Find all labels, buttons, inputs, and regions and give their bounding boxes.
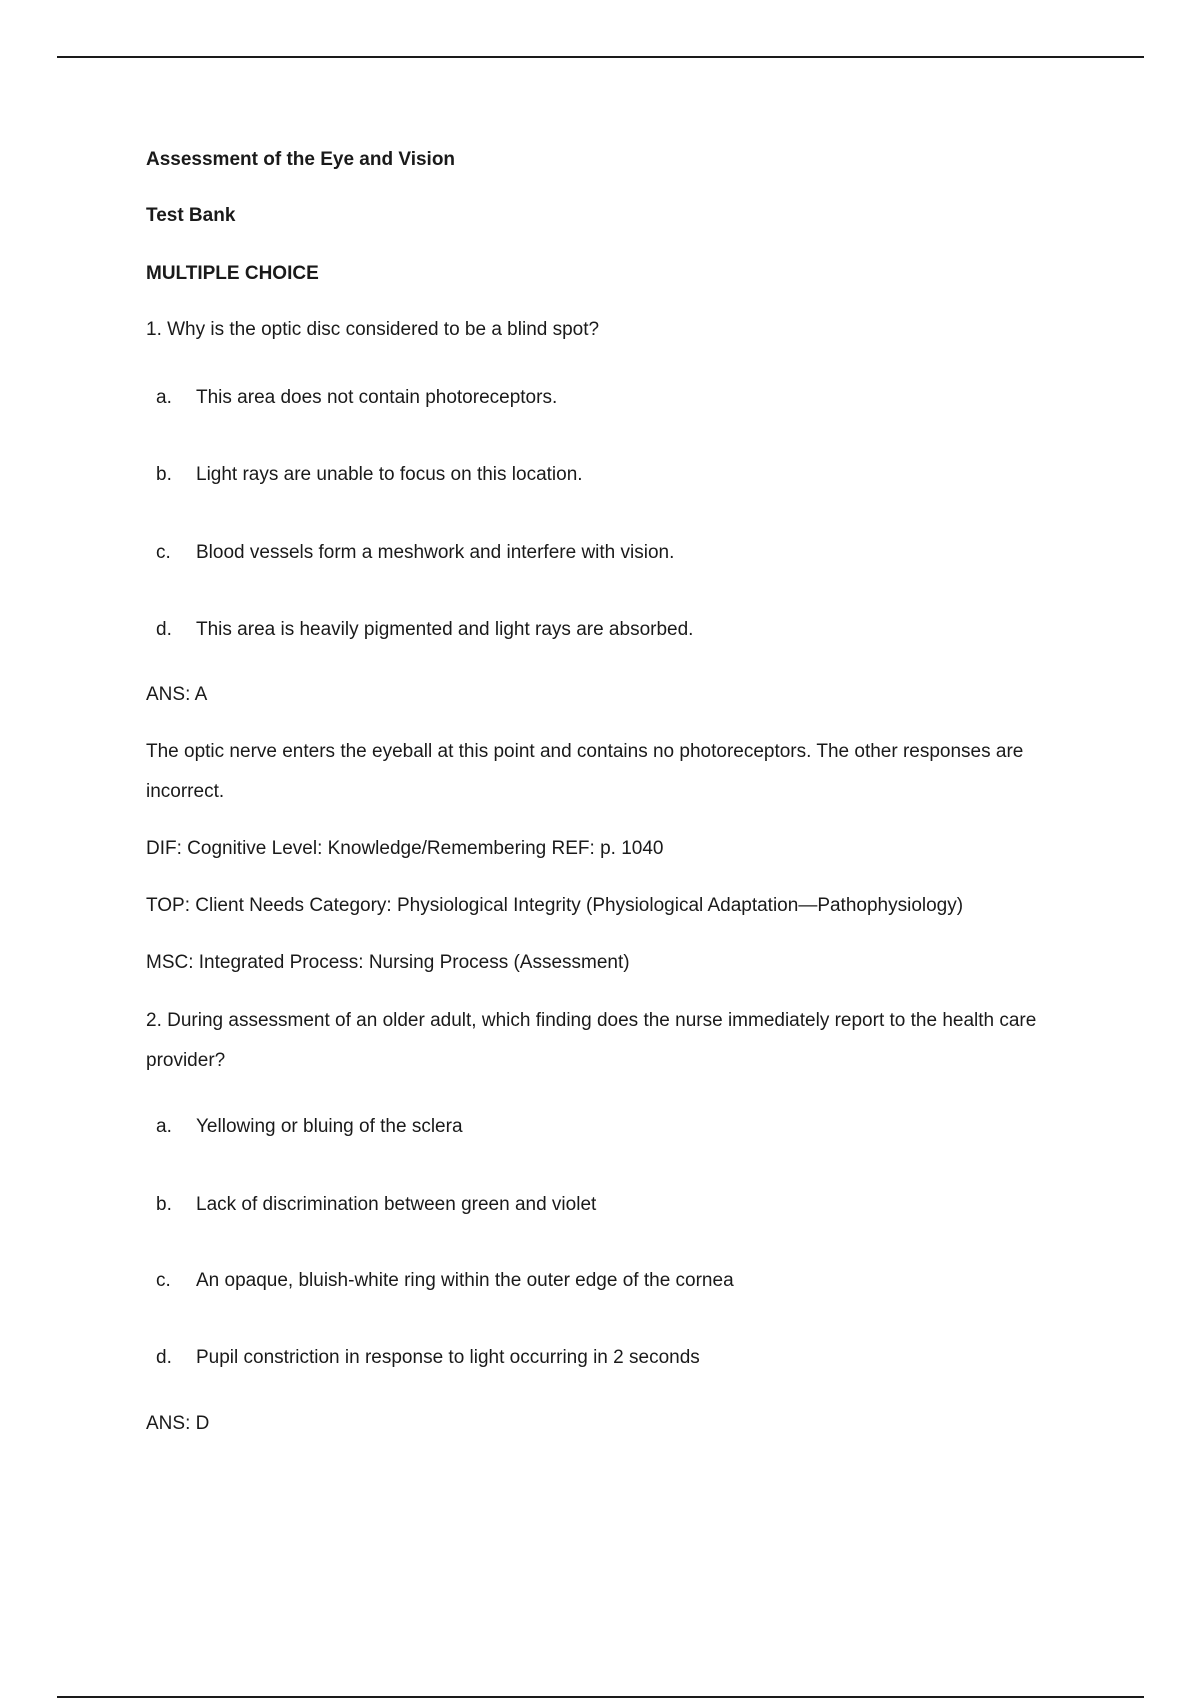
document-title: Assessment of the Eye and Vision [146, 149, 456, 170]
question-1-stem: 1. Why is the optic disc considered to be a blind spot? [146, 319, 600, 340]
question-1-option-c [156, 539, 674, 567]
bottom-rule [57, 1696, 1144, 1698]
document-subtitle: Test Bank [146, 205, 236, 226]
question-1-answer: ANS: A [146, 684, 208, 705]
question-1-rationale: The optic nerve enters the eyeball at this point and contains no photoreceptors. The other responses are incorrect. [146, 741, 1024, 802]
question-1-top: TOP: Client Needs Category: Physiological Integrity (Physiological Adaptation—Pathophysiology) [146, 895, 964, 916]
option-letter: d. [156, 619, 172, 640]
question-2-option-a [156, 1113, 463, 1141]
option-text: Yellowing or bluing of the sclera [196, 1116, 463, 1137]
option-letter: c. [156, 1270, 171, 1291]
option-letter: a. [156, 387, 172, 408]
question-1-option-b [156, 461, 583, 489]
top-rule [57, 56, 1144, 58]
question-2-option-c [156, 1267, 734, 1295]
question-1-option-a [156, 384, 557, 412]
option-text: An opaque, bluish-white ring within the outer edge of the cornea [196, 1270, 734, 1291]
question-2-option-b [156, 1191, 596, 1219]
option-text: Lack of discrimination between green and violet [196, 1194, 597, 1215]
option-letter: d. [156, 1347, 172, 1368]
question-2-answer: ANS: D [146, 1413, 210, 1434]
option-letter: b. [156, 464, 172, 485]
option-text: This area is heavily pigmented and light rays are absorbed. [196, 619, 694, 640]
option-text: Pupil constriction in response to light occurring in 2 seconds [196, 1347, 700, 1368]
question-1-option-d [156, 616, 693, 644]
question-1-msc: MSC: Integrated Process: Nursing Process (Assessment) [146, 952, 630, 973]
option-letter: c. [156, 542, 171, 563]
option-letter: b. [156, 1194, 172, 1215]
section-heading: MULTIPLE CHOICE [146, 263, 319, 284]
option-text: Light rays are unable to focus on this location. [196, 464, 583, 485]
question-2-option-d [156, 1344, 700, 1372]
option-letter: a. [156, 1116, 172, 1137]
question-2-stem: 2. During assessment of an older adult, which finding does the nurse immediately report to the health care provider? [146, 1010, 1037, 1071]
question-1-dif: DIF: Cognitive Level: Knowledge/Remembering REF: p. 1040 [146, 838, 664, 859]
option-text: This area does not contain photoreceptors. [196, 387, 558, 408]
option-text: Blood vessels form a meshwork and interfere with vision. [196, 542, 675, 563]
